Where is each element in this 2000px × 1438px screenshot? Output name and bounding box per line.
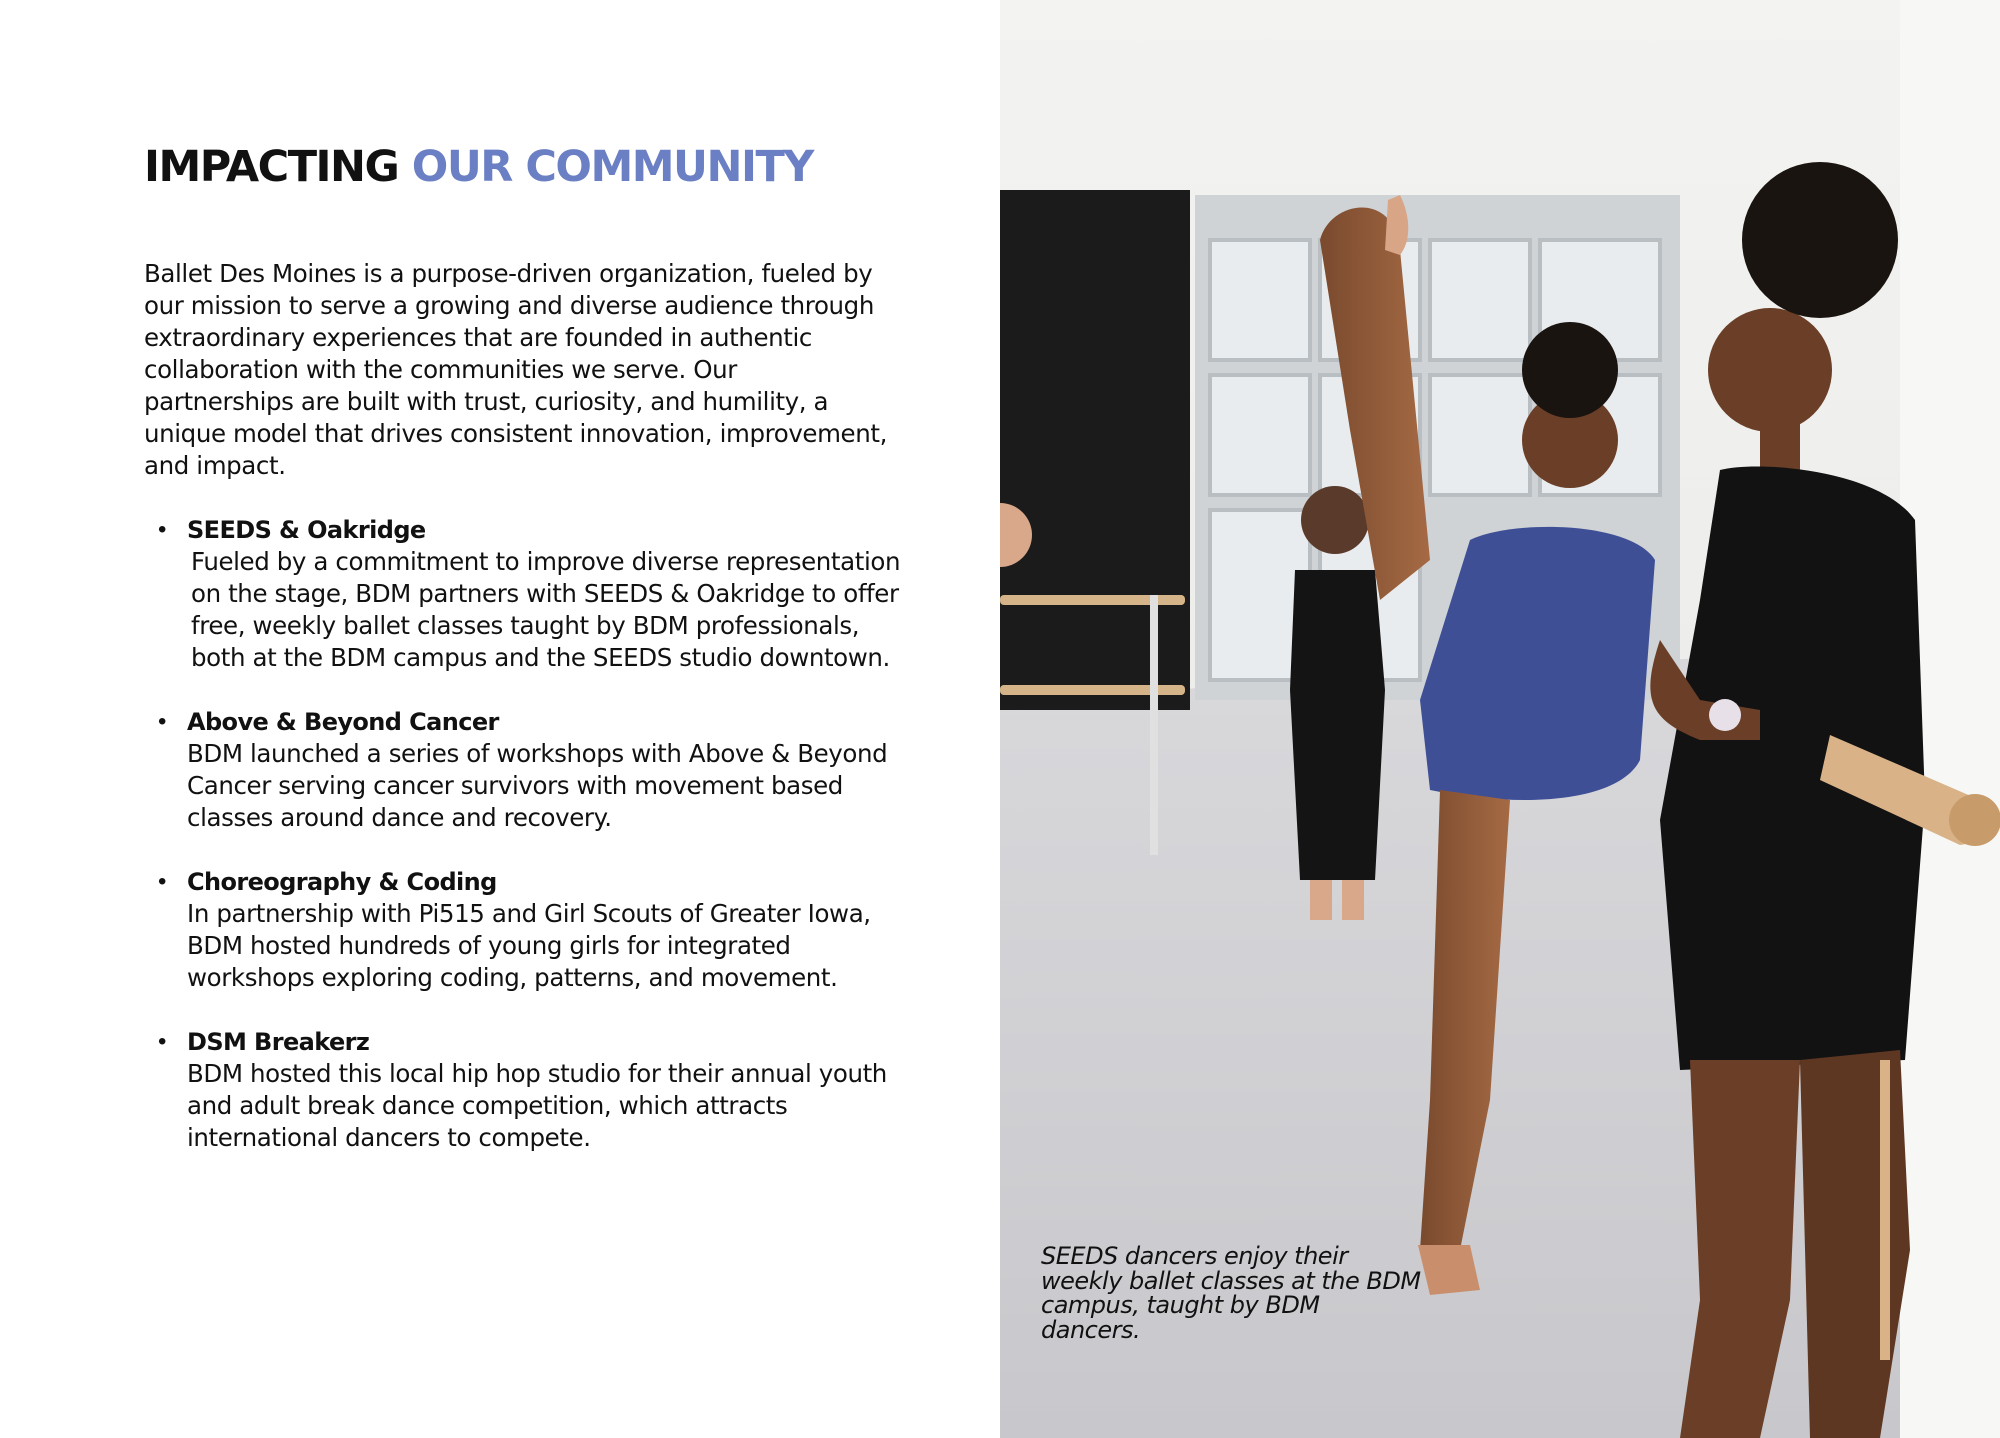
dancers-photo-illustration (1000, 0, 2000, 1438)
title-part-2: OUR COMMUNITY (411, 142, 813, 192)
program-title: Above & Beyond Cancer (187, 708, 499, 736)
program-title: Choreography & Coding (187, 868, 497, 896)
program-description: BDM hosted this local hip hop studio for their annual youth and adult break dance competition, which attracts international dancers to compete. (187, 1059, 887, 1152)
list-item (144, 514, 904, 674)
page-title (144, 142, 813, 192)
title-part-1: IMPACTING (144, 142, 399, 192)
list-item (144, 1026, 904, 1154)
program-title: SEEDS & Oakridge (187, 516, 426, 544)
bullet-icon: • (158, 868, 167, 895)
intro-paragraph: Ballet Des Moines is a purpose-driven organization, fueled by our mission to serve a growing and diverse audience through extraordinary experiences that are founded in authentic collaboration with the communities we serve. Our partnerships are built with trust, curiosity, and humility, a unique model that drives consistent innovation, improvement, and impact. (144, 259, 887, 480)
bullet-icon: • (158, 708, 167, 735)
photo-caption: SEEDS dancers enjoy their weekly ballet classes at the BDM campus, taught by BDM dancers. (1041, 1242, 1421, 1344)
program-description: In partnership with Pi515 and Girl Scouts of Greater Iowa, BDM hosted hundreds of young girls for integrated workshops exploring coding, patterns, and movement. (187, 899, 871, 992)
dancers-photo (1000, 0, 2000, 1438)
list-item (144, 866, 904, 994)
list-item (144, 706, 904, 834)
program-description: BDM launched a series of workshops with Above & Beyond Cancer serving cancer survivors with movement based classes around dance and recovery. (187, 739, 888, 832)
bullet-icon: • (158, 516, 167, 543)
program-list (144, 514, 904, 1186)
program-description: Fueled by a commitment to improve diverse representation on the stage, BDM partners with SEEDS & Oakridge to offer free, weekly ballet classes taught by BDM professionals, both at the BDM campus and the SEEDS studio downtown. (191, 547, 901, 672)
program-title: DSM Breakerz (187, 1028, 370, 1056)
bullet-icon: • (158, 1028, 167, 1055)
